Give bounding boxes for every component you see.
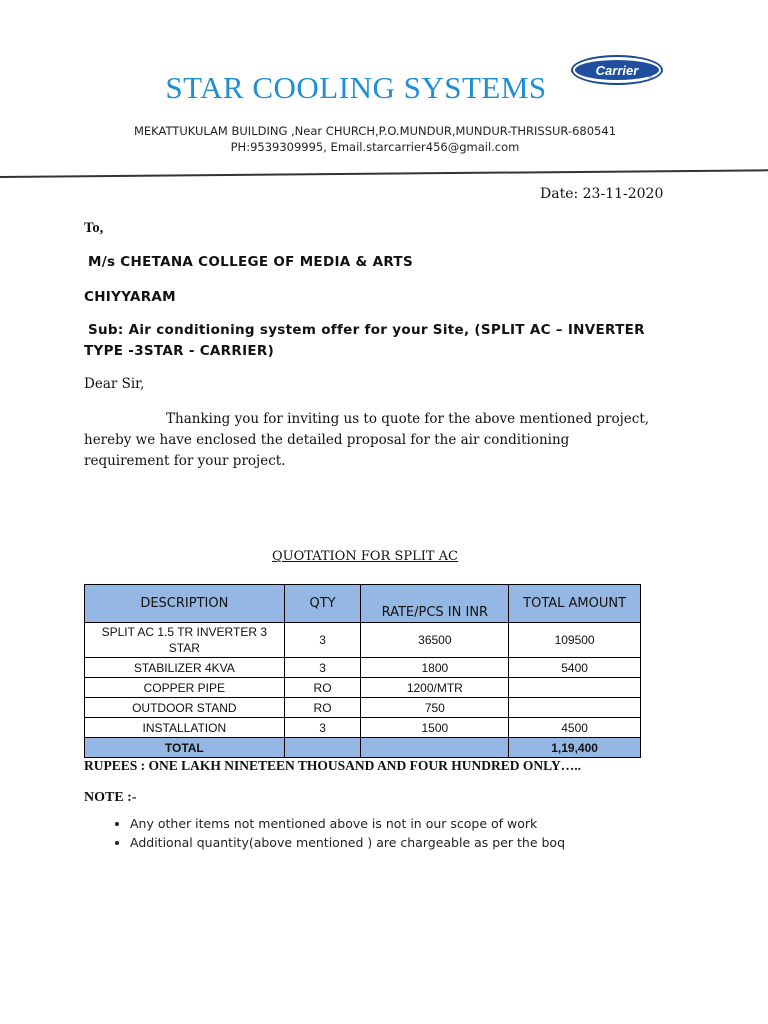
notes-list (84, 814, 768, 852)
cell-description: OUTDOOR STAND (85, 698, 285, 718)
cell-qty: RO (284, 698, 361, 718)
recipient-place: CHIYYARAM (84, 289, 176, 305)
cell-rate: 36500 (361, 623, 509, 658)
table-row (85, 623, 641, 658)
header-rate: RATE/PCS IN INR (361, 585, 509, 623)
header-description: DESCRIPTION (85, 585, 285, 623)
cell-description: INSTALLATION (85, 718, 285, 738)
note-label: NOTE :- (84, 790, 137, 805)
body-line-2: hereby we have enclosed the detailed proposal for the air conditioning (84, 432, 570, 448)
quotation-title: QUOTATION FOR SPLIT AC (271, 549, 459, 564)
salutation: Dear Sir, (84, 376, 145, 392)
cell-rate: 750 (361, 698, 509, 718)
table-row (85, 718, 641, 738)
list-item: • Any other items not mentioned above is not in our scope of work (130, 814, 768, 833)
header-divider (0, 169, 768, 177)
contact-line: PH:9539309995, Email.starcarrier456@gmail.com (230, 140, 520, 154)
cell-qty: 3 (284, 718, 361, 738)
cell-description: STABILIZER 4KVA (85, 658, 285, 678)
table-total-row (85, 738, 641, 758)
registered-mark-icon: ® (648, 75, 653, 81)
table-row (85, 698, 641, 718)
carrier-logo-text: Carrier (575, 60, 659, 80)
table-row (85, 658, 641, 678)
cell-qty: RO (284, 678, 361, 698)
cell-description: COPPER PIPE (85, 678, 285, 698)
subject-line-2: TYPE -3STAR - CARRIER) (84, 343, 275, 359)
to-label: To, (84, 220, 104, 236)
recipient-name: M/s CHETANA COLLEGE OF MEDIA & ARTS (88, 254, 413, 270)
body-line-1: Thanking you for inviting us to quote for the above mentioned project, (166, 411, 650, 427)
body-line-3: requirement for your project. (84, 453, 286, 469)
cell-qty: 3 (284, 623, 361, 658)
table-row (85, 678, 641, 698)
cell-amount: 109500 (509, 623, 641, 658)
letter-date: Date: 23-11-2020 (540, 186, 664, 202)
total-qty-empty (284, 738, 361, 758)
subject-line-1: Sub: Air conditioning system offer for your Site, (SPLIT AC – INVERTER (88, 322, 645, 338)
address-line: MEKATTUKULAM BUILDING ,Near CHURCH,P.O.MUNDUR,MUNDUR-THRISSUR-680541 (133, 124, 617, 138)
cell-description: SPLIT AC 1.5 TR INVERTER 3 STAR (85, 623, 285, 658)
amount-in-words: RUPEES : ONE LAKH NINETEEN THOUSAND AND FOUR HUNDRED ONLY….. (84, 758, 581, 773)
total-value: 1,19,400 (509, 738, 641, 758)
cell-rate: 1800 (361, 658, 509, 678)
cell-amount (509, 698, 641, 718)
cell-rate: 1200/MTR (361, 678, 509, 698)
cell-rate: 1500 (361, 718, 509, 738)
quotation-table (84, 584, 641, 758)
cell-qty: 3 (284, 658, 361, 678)
company-name: STAR COOLING SYSTEMS (165, 70, 547, 105)
table-header-row (85, 585, 641, 623)
total-label: TOTAL (85, 738, 285, 758)
total-rate-empty (361, 738, 509, 758)
cell-amount: 4500 (509, 718, 641, 738)
list-item: • Additional quantity(above mentioned ) are chargeable as per the boq (130, 833, 768, 852)
header-total-amount: TOTAL AMOUNT (509, 585, 641, 623)
cell-amount: 5400 (509, 658, 641, 678)
header-qty: QTY (284, 585, 361, 623)
cell-amount (509, 678, 641, 698)
